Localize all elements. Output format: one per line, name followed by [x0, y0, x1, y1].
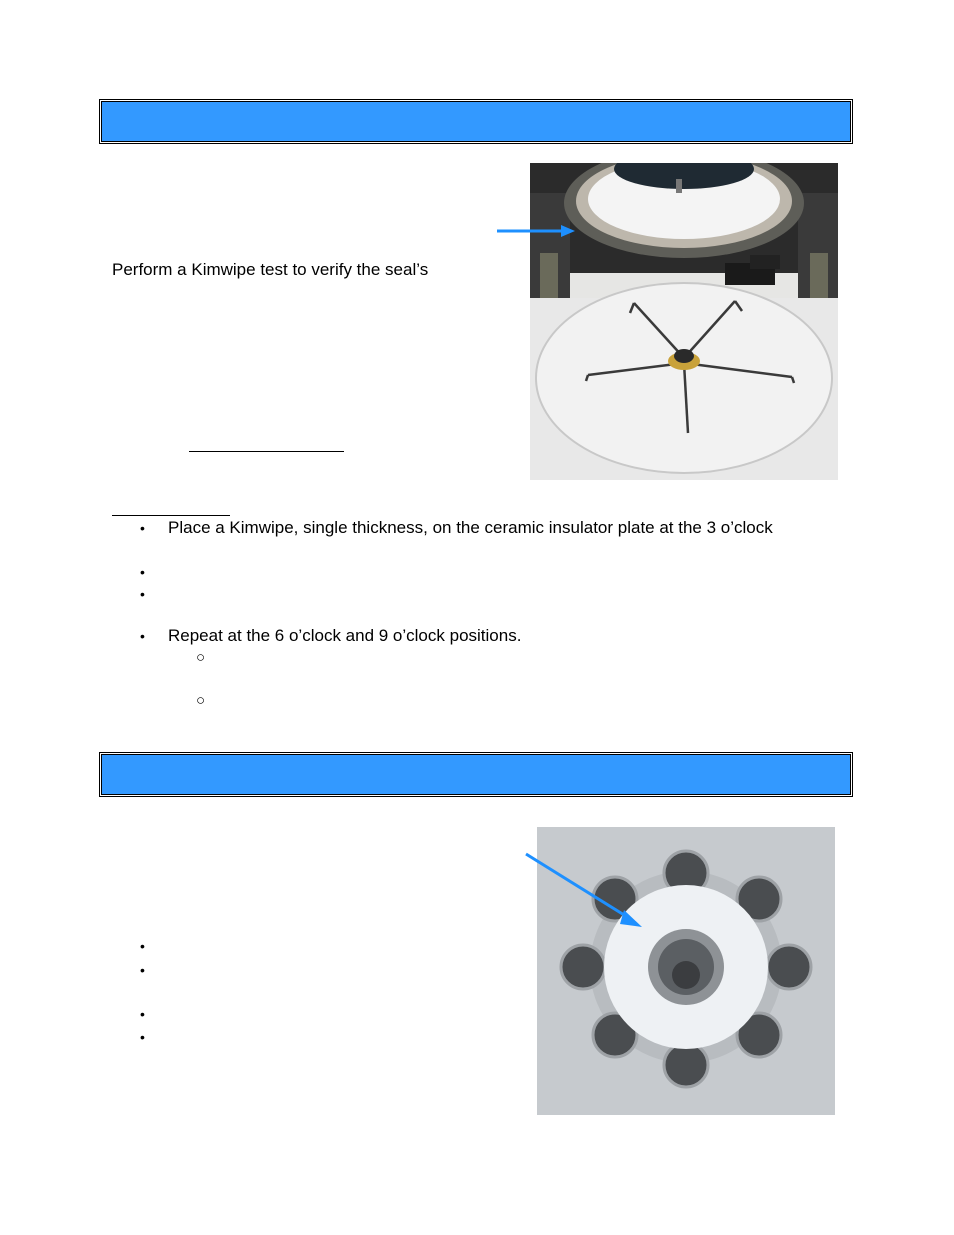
bullet-marker: •: [140, 938, 145, 954]
pointer-arrow-icon: [524, 852, 649, 932]
pointer-arrow-icon: [495, 222, 580, 242]
sub-bullet-marker: ○: [196, 692, 206, 709]
bullet-marker: •: [140, 962, 145, 978]
underline-rule: [189, 451, 344, 452]
bullet-marker: •: [140, 564, 145, 580]
sub-bullet-marker: ○: [196, 649, 206, 666]
bullet-marker: •: [140, 520, 145, 536]
furnace-chamber-photo: [530, 163, 838, 480]
bullet-text: Place a Kimwipe, single thickness, on the ceramic insulator plate at the 3 o’clock: [168, 518, 773, 537]
bullet-marker: •: [140, 1029, 145, 1045]
bullet-text: Repeat at the 6 o’clock and 9 o’clock positions.: [168, 626, 522, 645]
section-1-header-bar: [101, 101, 851, 142]
section-2-header-bar: [101, 754, 851, 795]
section-1-intro-text: Perform a Kimwipe test to verify the seal’s: [112, 260, 429, 279]
underline-rule: [112, 515, 230, 516]
bullet-marker: •: [140, 628, 145, 644]
bullet-marker: •: [140, 1006, 145, 1022]
bullet-marker: •: [140, 586, 145, 602]
